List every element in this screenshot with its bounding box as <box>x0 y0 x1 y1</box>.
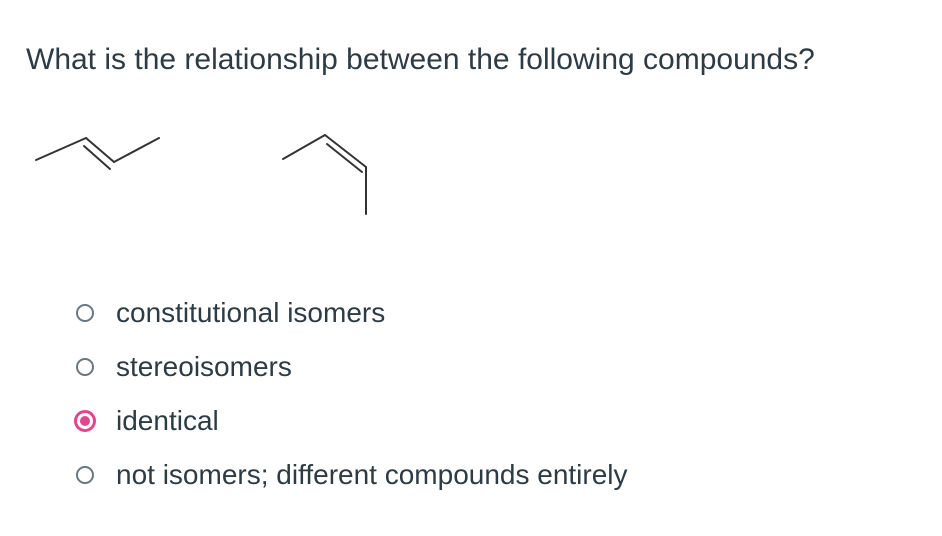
option-label: not isomers; different compounds entirely <box>116 459 628 490</box>
compound-a-skeletal-structure <box>36 138 159 169</box>
option-not-isomers[interactable] <box>76 448 628 502</box>
option-label: stereoisomers <box>116 351 292 382</box>
radio-button-selected[interactable] <box>74 410 96 432</box>
option-label: constitutional isomers <box>116 297 386 328</box>
option-constitutional-isomers[interactable] <box>76 286 628 340</box>
radio-button[interactable] <box>76 466 94 484</box>
compound-b-skeletal-structure <box>283 135 366 214</box>
option-stereoisomers[interactable] <box>76 340 628 394</box>
compound-structures <box>0 120 420 230</box>
radio-button[interactable] <box>76 358 94 376</box>
option-label: identical <box>116 405 219 436</box>
answer-options <box>76 286 628 502</box>
question-text: What is the relationship between the following compounds? <box>26 43 815 76</box>
radio-button[interactable] <box>76 304 94 322</box>
option-identical[interactable] <box>76 394 628 448</box>
